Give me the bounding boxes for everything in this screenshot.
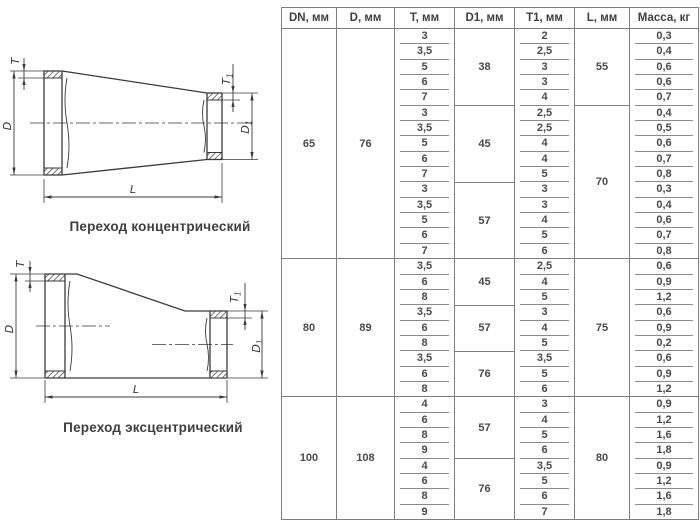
cell-d1: 45 bbox=[455, 106, 515, 183]
cell-t: 3 bbox=[395, 29, 455, 45]
cell-t1: 6 bbox=[515, 443, 575, 458]
cell-t1: 6 bbox=[515, 489, 575, 504]
cell-d1: 57 bbox=[455, 182, 515, 258]
header-d1: D1, мм bbox=[455, 8, 515, 29]
table-row bbox=[282, 29, 699, 45]
cell-d: 89 bbox=[337, 259, 395, 397]
table-row bbox=[282, 259, 699, 275]
cell-t: 4 bbox=[395, 459, 455, 474]
label-d1: $D_1$ bbox=[239, 120, 254, 134]
caption-eccentric: Переход эксцентрический bbox=[63, 420, 243, 435]
cell-t: 8 bbox=[395, 290, 455, 305]
cell-d1: 45 bbox=[455, 259, 515, 306]
cell-t: 6 bbox=[395, 75, 455, 90]
cell-dn: 65 bbox=[282, 29, 337, 259]
cell-dn: 80 bbox=[282, 259, 337, 397]
cell-t1: 4 bbox=[515, 213, 575, 228]
cell-t1: 5 bbox=[515, 167, 575, 182]
header-mass: Масса, кг bbox=[630, 8, 699, 29]
table-row bbox=[282, 397, 699, 413]
label-t: T bbox=[9, 57, 22, 65]
cell-l: 70 bbox=[575, 106, 630, 259]
cell-t1: 3 bbox=[515, 198, 575, 213]
spec-table-body bbox=[282, 29, 699, 520]
cell-m: 1,2 bbox=[630, 413, 699, 428]
cell-t: 7 bbox=[395, 244, 455, 259]
cell-l: 80 bbox=[575, 397, 630, 520]
cell-t: 7 bbox=[395, 90, 455, 105]
cell-t1: 3 bbox=[515, 75, 575, 90]
label-t1: $T_1$ bbox=[220, 73, 235, 85]
cell-dn: 100 bbox=[282, 397, 337, 520]
cell-d: 76 bbox=[337, 29, 395, 259]
cell-m: 0,4 bbox=[630, 44, 699, 59]
cell-t: 5 bbox=[395, 213, 455, 228]
cell-t: 8 bbox=[395, 489, 455, 504]
cell-m: 0,7 bbox=[630, 152, 699, 167]
cell-t1: 4 bbox=[515, 152, 575, 167]
cell-l: 55 bbox=[575, 29, 630, 106]
cell-t1: 4 bbox=[515, 90, 575, 105]
table-header-row bbox=[282, 8, 699, 29]
cell-t: 3,5 bbox=[395, 305, 455, 320]
cell-d1: 57 bbox=[455, 305, 515, 351]
cell-d1: 76 bbox=[455, 459, 515, 520]
cell-t1: 7 bbox=[515, 505, 575, 520]
cell-m: 0,3 bbox=[630, 29, 699, 45]
cell-t: 6 bbox=[395, 321, 455, 336]
cell-t: 3,5 bbox=[395, 121, 455, 136]
cell-t: 5 bbox=[395, 136, 455, 151]
cell-t: 8 bbox=[395, 428, 455, 443]
cell-m: 0,3 bbox=[630, 182, 699, 197]
cell-t1: 3,5 bbox=[515, 351, 575, 366]
cell-m: 0,7 bbox=[630, 90, 699, 105]
cell-t: 7 bbox=[395, 167, 455, 182]
header-t: T, мм bbox=[395, 8, 455, 29]
header-dn: DN, мм bbox=[282, 8, 337, 29]
cell-m: 0,9 bbox=[630, 397, 699, 413]
cell-t: 9 bbox=[395, 443, 455, 458]
cell-t: 3,5 bbox=[395, 44, 455, 59]
cell-t1: 3 bbox=[515, 305, 575, 320]
cell-m: 0,9 bbox=[630, 275, 699, 290]
cell-t1: 5 bbox=[515, 367, 575, 382]
cell-m: 0,2 bbox=[630, 336, 699, 351]
cell-m: 0,6 bbox=[630, 213, 699, 228]
eccentric-diagram bbox=[3, 259, 268, 403]
cell-t1: 2,5 bbox=[515, 121, 575, 136]
cell-t1: 5 bbox=[515, 474, 575, 489]
cell-m: 0,5 bbox=[630, 121, 699, 136]
cell-t: 6 bbox=[395, 367, 455, 382]
cell-d1: 76 bbox=[455, 351, 515, 397]
cell-t: 3,5 bbox=[395, 351, 455, 366]
label-d1: $D_1$ bbox=[250, 339, 265, 353]
cell-m: 0,6 bbox=[630, 259, 699, 275]
cell-m: 1,2 bbox=[630, 474, 699, 489]
header-t1: T1, мм bbox=[515, 8, 575, 29]
cell-m: 1,8 bbox=[630, 505, 699, 520]
spec-table bbox=[281, 7, 699, 520]
cell-m: 0,9 bbox=[630, 367, 699, 382]
cell-m: 0,9 bbox=[630, 321, 699, 336]
cell-d1: 38 bbox=[455, 29, 515, 106]
cell-t1: 6 bbox=[515, 382, 575, 397]
cell-t: 6 bbox=[395, 413, 455, 428]
concentric-diagram bbox=[1, 56, 258, 203]
cell-m: 0,6 bbox=[630, 305, 699, 320]
label-d: D bbox=[3, 324, 16, 334]
cell-m: 0,4 bbox=[630, 198, 699, 213]
cell-d1: 57 bbox=[455, 397, 515, 459]
label-t1: $T_1$ bbox=[228, 291, 243, 303]
cell-l: 75 bbox=[575, 259, 630, 397]
cell-t: 9 bbox=[395, 505, 455, 520]
cell-t1: 3 bbox=[515, 60, 575, 75]
cell-t: 8 bbox=[395, 382, 455, 397]
cell-t: 6 bbox=[395, 474, 455, 489]
cell-t1: 4 bbox=[515, 321, 575, 336]
caption-concentric: Переход концентрический bbox=[69, 219, 251, 234]
cell-t1: 2 bbox=[515, 29, 575, 45]
cell-m: 0,8 bbox=[630, 167, 699, 182]
cell-t1: 2,5 bbox=[515, 106, 575, 121]
cell-t1: 3 bbox=[515, 397, 575, 413]
cell-t1: 3,5 bbox=[515, 459, 575, 474]
label-t: T bbox=[14, 260, 27, 268]
label-l: L bbox=[129, 183, 137, 196]
cell-m: 1,6 bbox=[630, 489, 699, 504]
cell-m: 0,4 bbox=[630, 106, 699, 121]
cell-t: 6 bbox=[395, 275, 455, 290]
cell-t1: 4 bbox=[515, 136, 575, 151]
cell-d: 108 bbox=[337, 397, 395, 520]
cell-t: 8 bbox=[395, 336, 455, 351]
cell-t: 3 bbox=[395, 182, 455, 197]
cell-t: 3,5 bbox=[395, 198, 455, 213]
cell-m: 0,7 bbox=[630, 228, 699, 243]
cell-t1: 5 bbox=[515, 336, 575, 351]
cell-m: 1,8 bbox=[630, 443, 699, 458]
header-d: D, мм bbox=[337, 8, 395, 29]
cell-t: 6 bbox=[395, 228, 455, 243]
cell-t: 6 bbox=[395, 152, 455, 167]
cell-m: 0,9 bbox=[630, 459, 699, 474]
header-l: L, мм bbox=[575, 8, 630, 29]
cell-m: 0,8 bbox=[630, 244, 699, 259]
label-d: D bbox=[1, 121, 14, 131]
cell-m: 0,6 bbox=[630, 75, 699, 90]
cell-t1: 2,5 bbox=[515, 259, 575, 275]
cell-m: 1,6 bbox=[630, 428, 699, 443]
cell-t: 4 bbox=[395, 397, 455, 413]
cell-m: 1,2 bbox=[630, 382, 699, 397]
cell-t1: 2,5 bbox=[515, 44, 575, 59]
cell-t1: 4 bbox=[515, 413, 575, 428]
cell-t: 3 bbox=[395, 106, 455, 121]
cell-t1: 3 bbox=[515, 182, 575, 197]
label-l: L bbox=[132, 383, 140, 396]
cell-t1: 5 bbox=[515, 228, 575, 243]
cell-t1: 6 bbox=[515, 244, 575, 259]
cell-m: 0,6 bbox=[630, 60, 699, 75]
cell-t1: 5 bbox=[515, 290, 575, 305]
cell-m: 1,2 bbox=[630, 290, 699, 305]
cell-m: 0,6 bbox=[630, 136, 699, 151]
cell-t: 3,5 bbox=[395, 259, 455, 275]
cell-t1: 4 bbox=[515, 275, 575, 290]
cell-t1: 5 bbox=[515, 428, 575, 443]
cell-t: 5 bbox=[395, 60, 455, 75]
cell-m: 0,6 bbox=[630, 351, 699, 366]
